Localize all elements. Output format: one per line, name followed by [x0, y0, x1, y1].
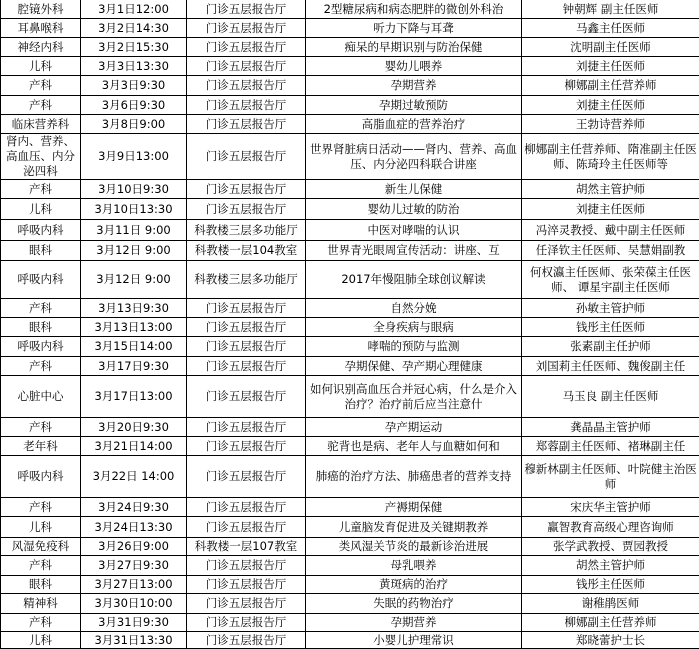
venue-cell: 门诊五层报告厅 [187, 299, 306, 318]
topic-cell: 产褥期保健 [306, 498, 522, 517]
time-cell: 3月1日12:00 [81, 0, 187, 19]
department-cell: 儿科 [1, 57, 81, 76]
department-cell: 产科 [1, 96, 81, 115]
topic-cell: 高脂血症的营养治疗 [306, 115, 522, 134]
table-row [1, 134, 699, 180]
topic-cell: 孕期过敏预防 [306, 96, 522, 115]
department-cell: 眼科 [1, 318, 81, 337]
time-cell: 3月8日9:00 [81, 115, 187, 134]
speaker-cell: 沈明副主任医师 [522, 38, 699, 57]
department-cell: 心脏中心 [1, 376, 81, 418]
speaker-cell: 马鑫主任医师 [522, 19, 699, 38]
department-cell: 产科 [1, 614, 81, 632]
speaker-cell: 张学武教授、贾园教授 [522, 538, 699, 556]
table-row [1, 115, 699, 134]
time-cell: 3月15日14:00 [81, 337, 187, 357]
speaker-cell: 张素副主任护师 [522, 337, 699, 357]
topic-cell: 世界青光眼周宣传活动：讲座、互 [306, 241, 522, 261]
topic-cell: 肺癌的治疗方法、肺癌患者的营养支持 [306, 456, 522, 498]
venue-cell: 科教楼一层104教室 [187, 241, 306, 261]
venue-cell: 门诊五层报告厅 [187, 199, 306, 220]
department-cell: 呼吸内科 [1, 220, 81, 241]
time-cell: 3月26日9:00 [81, 538, 187, 556]
time-cell: 3月12日 9:00 [81, 241, 187, 261]
speaker-cell: 郑晓蕾护士长 [522, 632, 699, 649]
venue-cell: 门诊五层报告厅 [187, 318, 306, 337]
time-cell: 3月31日9:30 [81, 614, 187, 632]
topic-cell: 婴幼儿喂养 [306, 57, 522, 76]
speaker-cell: 龚晶晶主管护师 [522, 418, 699, 437]
speaker-cell: 冯淬灵教授、戴中副主任医师 [522, 220, 699, 241]
table-row [1, 357, 699, 376]
department-cell: 呼吸内科 [1, 456, 81, 498]
department-cell: 产科 [1, 498, 81, 517]
table-row [1, 556, 699, 576]
speaker-cell: 胡然主管护师 [522, 556, 699, 576]
topic-cell: 哮喘的预防与监测 [306, 337, 522, 357]
table-row [1, 199, 699, 220]
department-cell: 风湿免疫科 [1, 538, 81, 556]
topic-cell: 2型糖尿病和病态肥胖的微创外科治 [306, 0, 522, 19]
department-cell: 产科 [1, 76, 81, 96]
time-cell: 3月22日 14:00 [81, 456, 187, 498]
department-cell: 耳鼻喉科 [1, 19, 81, 38]
venue-cell: 门诊五层报告厅 [187, 632, 306, 649]
venue-cell: 科教楼三层多功能厅 [187, 261, 306, 299]
time-cell: 3月2日15:30 [81, 38, 187, 57]
speaker-cell: 柳娜副主任营养师 [522, 614, 699, 632]
topic-cell: 孕产期运动 [306, 418, 522, 437]
speaker-cell: 何权瀛主任医师、张荣葆主任医师、 谭星宇副主任医师 [522, 261, 699, 299]
venue-cell: 门诊五层报告厅 [187, 556, 306, 576]
venue-cell: 门诊五层报告厅 [187, 115, 306, 134]
table-row [1, 96, 699, 115]
time-cell: 3月3日9:30 [81, 76, 187, 96]
time-cell: 3月9日13:00 [81, 134, 187, 180]
speaker-cell: 马玉良 副主任医师 [522, 376, 699, 418]
venue-cell: 门诊五层报告厅 [187, 96, 306, 115]
department-cell: 腔镜外科 [1, 0, 81, 19]
topic-cell: 听力下降与耳聋 [306, 19, 522, 38]
table-row [1, 498, 699, 517]
department-cell: 产科 [1, 180, 81, 199]
topic-cell: 驼背也是病、老年人与血糖如何和 [306, 437, 522, 456]
venue-cell: 门诊五层报告厅 [187, 76, 306, 96]
table-row [1, 19, 699, 38]
topic-cell: 中医对哮喘的认识 [306, 220, 522, 241]
time-cell: 3月27日13:00 [81, 576, 187, 594]
table-row [1, 337, 699, 357]
department-cell: 呼吸内科 [1, 261, 81, 299]
venue-cell: 科教楼三层多功能厅 [187, 220, 306, 241]
table-row [1, 0, 699, 19]
department-cell: 产科 [1, 556, 81, 576]
table-row [1, 418, 699, 437]
time-cell: 3月11日 9:00 [81, 220, 187, 241]
venue-cell: 门诊五层报告厅 [187, 180, 306, 199]
table-row [1, 614, 699, 632]
speaker-cell: 钟朝辉 副主任医师 [522, 0, 699, 19]
speaker-cell: 宋庆华主管护师 [522, 498, 699, 517]
table-row [1, 241, 699, 261]
department-cell: 儿科 [1, 632, 81, 649]
topic-cell: 儿童脑发育促进及关键期教养 [306, 517, 522, 538]
department-cell: 呼吸内科 [1, 337, 81, 357]
topic-cell: 孕期营养 [306, 614, 522, 632]
department-cell: 眼科 [1, 241, 81, 261]
topic-cell: 世界肾脏病日活动——肾内、营养、高血压、内分泌四科联合讲座 [306, 134, 522, 180]
department-cell: 老年科 [1, 437, 81, 456]
topic-cell: 全身疾病与眼病 [306, 318, 522, 337]
time-cell: 3月17日13:00 [81, 376, 187, 418]
time-cell: 3月24日13:30 [81, 517, 187, 538]
venue-cell: 门诊五层报告厅 [187, 594, 306, 614]
speaker-cell: 刘国莉主任医师、魏俊副主任 [522, 357, 699, 376]
topic-cell: 婴幼儿过敏的防治 [306, 199, 522, 220]
speaker-cell: 钱彤主任医师 [522, 318, 699, 337]
time-cell: 3月3日13:30 [81, 57, 187, 76]
speaker-cell: 柳娜副主任营养师、隋准副主任医师、陈琦玲主任医师等 [522, 134, 699, 180]
time-cell: 3月24日9:30 [81, 498, 187, 517]
topic-cell: 孕期保健、孕产期心理健康 [306, 357, 522, 376]
topic-cell: 2017年慢阻肺全球创议解读 [306, 261, 522, 299]
time-cell: 3月31日13:30 [81, 632, 187, 649]
department-cell: 产科 [1, 357, 81, 376]
topic-cell: 痴呆的早期识别与防治保健 [306, 38, 522, 57]
table-row [1, 594, 699, 614]
venue-cell: 门诊五层报告厅 [187, 437, 306, 456]
speaker-cell: 王勃诗营养师 [522, 115, 699, 134]
table-row [1, 180, 699, 199]
time-cell: 3月17日9:30 [81, 357, 187, 376]
venue-cell: 科教楼一层107教室 [187, 538, 306, 556]
speaker-cell: 钱彤主任医师 [522, 576, 699, 594]
speaker-cell: 谢稚鹃医师 [522, 594, 699, 614]
department-cell: 儿科 [1, 517, 81, 538]
department-cell: 产科 [1, 418, 81, 437]
topic-cell: 如何识别高血压合并冠心病，什么是介入治疗？治疗前后应当注意什 [306, 376, 522, 418]
department-cell: 神经内科 [1, 38, 81, 57]
department-cell: 儿科 [1, 199, 81, 220]
time-cell: 3月21日14:00 [81, 437, 187, 456]
venue-cell: 门诊五层报告厅 [187, 517, 306, 538]
time-cell: 3月10日13:30 [81, 199, 187, 220]
time-cell: 3月13日9:30 [81, 299, 187, 318]
time-cell: 3月20日9:30 [81, 418, 187, 437]
speaker-cell: 柳娜副主任营养师 [522, 76, 699, 96]
topic-cell: 失眠的药物治疗 [306, 594, 522, 614]
table-row [1, 517, 699, 538]
topic-cell: 自然分娩 [306, 299, 522, 318]
table-row [1, 261, 699, 299]
table-row [1, 576, 699, 594]
time-cell: 3月2日14:30 [81, 19, 187, 38]
department-cell: 眼科 [1, 576, 81, 594]
table-row [1, 318, 699, 337]
table-row [1, 220, 699, 241]
department-cell: 产科 [1, 299, 81, 318]
venue-cell: 门诊五层报告厅 [187, 19, 306, 38]
venue-cell: 门诊五层报告厅 [187, 357, 306, 376]
venue-cell: 门诊五层报告厅 [187, 134, 306, 180]
speaker-cell: 赢智教育高级心理咨询师 [522, 517, 699, 538]
time-cell: 3月30日10:00 [81, 594, 187, 614]
table-row [1, 456, 699, 498]
venue-cell: 门诊五层报告厅 [187, 337, 306, 357]
venue-cell: 门诊五层报告厅 [187, 614, 306, 632]
time-cell: 3月12日 9:00 [81, 261, 187, 299]
speaker-cell: 刘捷主任医师 [522, 57, 699, 76]
topic-cell: 孕期营养 [306, 76, 522, 96]
table-row [1, 538, 699, 556]
speaker-cell: 刘捷主任医师 [522, 96, 699, 115]
department-cell: 临床营养科 [1, 115, 81, 134]
table-row [1, 437, 699, 456]
table-row [1, 38, 699, 57]
table-row [1, 76, 699, 96]
table-row [1, 632, 699, 649]
table-row [1, 376, 699, 418]
venue-cell: 门诊五层报告厅 [187, 57, 306, 76]
venue-cell: 门诊五层报告厅 [187, 376, 306, 418]
department-cell: 精神科 [1, 594, 81, 614]
table-row [1, 57, 699, 76]
topic-cell: 母乳喂养 [306, 556, 522, 576]
topic-cell: 黄斑病的治疗 [306, 576, 522, 594]
venue-cell: 门诊五层报告厅 [187, 0, 306, 19]
speaker-cell: 胡然主管护师 [522, 180, 699, 199]
topic-cell: 小婴儿护理常识 [306, 632, 522, 649]
topic-cell: 新生儿保健 [306, 180, 522, 199]
venue-cell: 门诊五层报告厅 [187, 456, 306, 498]
speaker-cell: 任泽钦主任医师、吴慧娟副教 [522, 241, 699, 261]
time-cell: 3月10日9:30 [81, 180, 187, 199]
speaker-cell: 刘捷主任医师 [522, 199, 699, 220]
table-row [1, 299, 699, 318]
venue-cell: 门诊五层报告厅 [187, 498, 306, 517]
speaker-cell: 孙敏主管护师 [522, 299, 699, 318]
time-cell: 3月27日9:30 [81, 556, 187, 576]
department-cell: 肾内、营养、高血压、内分泌四科 [1, 134, 81, 180]
speaker-cell: 穆新林副主任医师、叶院健主治医师 [522, 456, 699, 498]
time-cell: 3月13日13:00 [81, 318, 187, 337]
venue-cell: 门诊五层报告厅 [187, 418, 306, 437]
venue-cell: 门诊五层报告厅 [187, 576, 306, 594]
speaker-cell: 郑蓉副主任医师、褚琳副主任 [522, 437, 699, 456]
topic-cell: 类风湿关节炎的最新诊治进展 [306, 538, 522, 556]
schedule-rows [1, 0, 699, 649]
time-cell: 3月6日9:30 [81, 96, 187, 115]
venue-cell: 门诊五层报告厅 [187, 38, 306, 57]
